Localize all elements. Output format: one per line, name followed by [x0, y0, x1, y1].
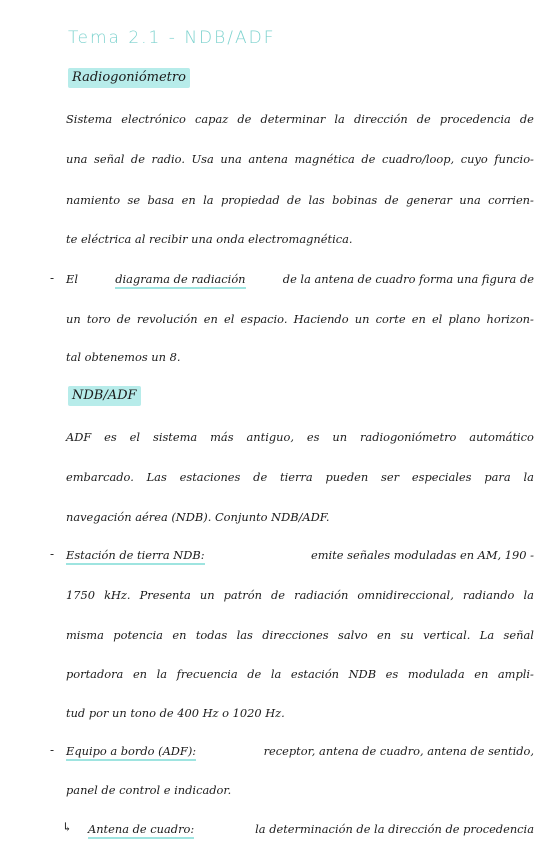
text-line: [66, 112, 534, 126]
word: espacio.: [240, 312, 288, 326]
word: frecuencia: [176, 667, 238, 681]
word: un: [354, 312, 370, 326]
word: dirección: [353, 112, 408, 126]
word: es: [104, 430, 117, 444]
word: ADF: [66, 430, 92, 444]
word: en: [132, 667, 148, 681]
page-title: Tema 2.1 - NDB/ADF: [68, 28, 276, 48]
word: en: [376, 628, 392, 642]
word: la: [523, 588, 534, 602]
word: corrien-: [488, 193, 534, 207]
word: vertical.: [423, 628, 471, 642]
word: funcio-: [494, 152, 534, 166]
word: más: [210, 430, 234, 444]
word: la: [334, 112, 345, 126]
text-fragment: emite señales moduladas en AM, 190 -: [311, 548, 534, 562]
word: basa: [147, 193, 175, 207]
word: generar: [406, 193, 452, 207]
word: en: [474, 667, 489, 681]
word: radiogoniómetro: [359, 430, 457, 444]
heading-ndb-adf: NDB/ADF: [68, 386, 141, 406]
word: señal: [94, 152, 125, 166]
bullet-line: [66, 744, 534, 761]
word: bobinas: [332, 193, 378, 207]
text-line: tal obtenemos un 8.: [66, 350, 181, 364]
word: Sistema: [66, 112, 113, 126]
word: Las: [146, 470, 167, 484]
text-line: tud por un tono de 400 Hz o 1020 Hz.: [66, 706, 285, 720]
word: en: [181, 193, 196, 207]
word: cuadro/loop,: [381, 152, 455, 166]
word: ser: [381, 470, 400, 484]
word: electrónico: [121, 112, 186, 126]
word: de: [130, 152, 145, 166]
text-line: [66, 312, 534, 326]
bullet-dash: -: [50, 271, 55, 285]
text-line: [66, 430, 534, 444]
word: NDB: [348, 667, 377, 681]
word: el: [431, 312, 443, 326]
sub-arrow-icon: ↳: [62, 820, 73, 834]
word: el: [223, 312, 235, 326]
word: toro: [86, 312, 111, 326]
text-fragment: la determinación de la dirección de procedencia: [255, 822, 534, 836]
word: su: [400, 628, 414, 642]
word: capaz: [195, 112, 229, 126]
word: potencia: [113, 628, 163, 642]
word: portadora: [66, 667, 124, 681]
word: corte: [375, 312, 406, 326]
word: ampli-: [497, 667, 534, 681]
word: un: [66, 312, 81, 326]
bullet-line: [66, 272, 534, 289]
word: La: [479, 628, 495, 642]
word: antiguo,: [246, 430, 294, 444]
word: de: [237, 112, 252, 126]
word: radio.: [151, 152, 185, 166]
word: salvo: [338, 628, 368, 642]
word: en: [411, 312, 426, 326]
word: automático: [469, 430, 534, 444]
word: la: [156, 667, 168, 681]
word: especiales: [411, 470, 472, 484]
word: patrón: [223, 588, 262, 602]
word: 1750: [66, 588, 95, 602]
text-fragment: El: [66, 272, 78, 286]
word: en: [172, 628, 187, 642]
word: un: [199, 588, 215, 602]
sub-line: [88, 822, 534, 839]
word: modulada: [407, 667, 465, 681]
text-line: [66, 152, 534, 166]
word: determinar: [260, 112, 326, 126]
word: las: [308, 193, 325, 207]
word: una: [66, 152, 88, 166]
word: estaciones: [179, 470, 241, 484]
word: todas: [195, 628, 228, 642]
word: pueden: [325, 470, 369, 484]
word: namiento: [66, 193, 121, 207]
word: de: [361, 152, 376, 166]
word: misma: [66, 628, 104, 642]
bullet-line: [66, 548, 534, 565]
word: cuyo: [460, 152, 488, 166]
word: un: [332, 430, 348, 444]
word: tierra: [280, 470, 313, 484]
word: es: [385, 667, 399, 681]
word: direcciones: [262, 628, 329, 642]
word: Usa: [191, 152, 214, 166]
word: de: [416, 112, 431, 126]
word: la: [270, 667, 282, 681]
text-fragment: de la antena de cuadro forma una figura de: [282, 272, 534, 286]
word: procedencia: [439, 112, 511, 126]
text-line: panel de control e indicador.: [66, 783, 232, 797]
word: en: [203, 312, 218, 326]
word: estación: [290, 667, 340, 681]
highlight-diagrama: diagrama de radiación: [115, 272, 245, 289]
word: señal: [503, 628, 534, 642]
highlight-equipo-abordo: Equipo a bordo (ADF):: [66, 744, 196, 761]
word: magnética: [294, 152, 355, 166]
word: la: [523, 470, 534, 484]
word: antena: [248, 152, 288, 166]
word: de: [247, 667, 262, 681]
bullet-dash: -: [50, 547, 55, 561]
word: radiando: [462, 588, 515, 602]
word: radiación: [294, 588, 349, 602]
word: es: [306, 430, 320, 444]
highlight-antena-cuadro: Antena de cuadro:: [88, 822, 194, 839]
text-line: te eléctrica al recibir una onda electromagnética.: [66, 232, 353, 246]
word: las: [236, 628, 253, 642]
word: el: [129, 430, 141, 444]
word: revolución: [136, 312, 198, 326]
word: se: [127, 193, 141, 207]
word: embarcado.: [66, 470, 134, 484]
word: de: [384, 193, 399, 207]
word: de: [287, 193, 302, 207]
heading-radiogoniometro: Radiogoniómetro: [68, 68, 190, 88]
word: una: [459, 193, 481, 207]
word: de: [116, 312, 131, 326]
highlight-estacion-tierra: Estación de tierra NDB:: [66, 548, 205, 565]
word: una: [220, 152, 242, 166]
text-line: navegación aérea (NDB). Conjunto NDB/ADF.: [66, 510, 330, 524]
word: la: [203, 193, 214, 207]
text-fragment: receptor, antena de cuadro, antena de sentido,: [263, 744, 534, 758]
word: plano: [448, 312, 481, 326]
bullet-dash: -: [50, 743, 55, 757]
word: de: [519, 112, 534, 126]
text-line: [66, 193, 534, 207]
word: omnidireccional,: [357, 588, 454, 602]
word: sistema: [152, 430, 198, 444]
word: propiedad: [220, 193, 280, 207]
text-line: [66, 588, 534, 602]
word: de: [271, 588, 286, 602]
text-line: [66, 667, 534, 681]
word: de: [253, 470, 268, 484]
word: horizon-: [486, 312, 534, 326]
text-line: [66, 470, 534, 484]
word: Presenta: [139, 588, 191, 602]
word: para: [484, 470, 511, 484]
word: Haciendo: [293, 312, 349, 326]
word: kHz.: [104, 588, 131, 602]
text-line: [66, 628, 534, 642]
